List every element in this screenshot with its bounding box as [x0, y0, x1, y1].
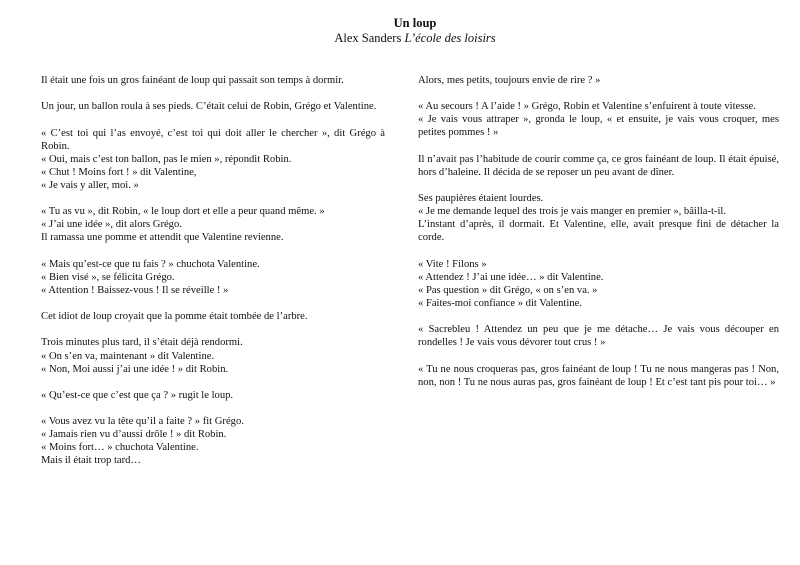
text-line: « Jamais rien vu d’aussi drôle ! » dit Robin.: [41, 429, 227, 441]
paragraph: [41, 74, 385, 87]
paragraph: [418, 258, 779, 310]
text-line: Cet idiot de loup croyait que la pomme était tombée de l’arbre.: [41, 311, 308, 323]
publisher-name: L’école des loisirs: [404, 31, 496, 45]
text-line: Ses paupières étaient lourdes.: [418, 193, 544, 205]
text-line: « Bien visé », se félicita Grégo.: [41, 271, 175, 283]
text-line: « C’est toi qui l’as envoyé, c’est toi qui doit aller le chercher », dit Grégo à Robin.: [41, 127, 385, 152]
text-line: « Vite ! Filons »: [418, 258, 487, 270]
text-line: « Qu’est-ce que c’est que ça ? » rugit le loup.: [41, 389, 234, 401]
text-line: « Tu ne nous croqueras pas, gros fainéant de loup ! Tu ne nous mangeras pas ! Non, non, non ! Tu ne nous auras pas, gros fainéant de loup ! Et c’est tant pis pour toi… »: [418, 363, 779, 388]
paragraph: [41, 205, 385, 244]
text-line: « Au secours ! A l’aide ! » Grégo, Robin et Valentine s’enfuirent à toute vitesse.: [418, 101, 756, 113]
text-line: Alors, mes petits, toujours envie de rire ? »: [418, 75, 601, 86]
text-line: « Faites-moi confiance » dit Valentine.: [418, 297, 582, 309]
text-line: « Attendez ! J’ai une idée… » dit Valentine.: [418, 271, 604, 283]
text-line: « Oui, mais c’est ton ballon, pas le mien », répondit Robin.: [41, 153, 292, 165]
paragraph: [41, 127, 385, 192]
paragraph: [41, 310, 385, 323]
story-byline: [0, 31, 800, 46]
paragraph: [418, 74, 779, 87]
text-line: « Tu as vu », dit Robin, « le loup dort et elle a peur quand même. »: [41, 206, 325, 218]
right-text-column: [418, 74, 779, 402]
text-line: Il n’avait pas l’habitude de courir comme ça, ce gros fainéant de loup. Il était épuisé, hors d’haleine. Il décida de se reposer un peu avant de dîner.: [418, 153, 779, 178]
paragraph: [41, 415, 385, 467]
text-line: Un jour, un ballon roula à ses pieds. C’était celui de Robin, Grégo et Valentine.: [41, 101, 377, 113]
story-title: Un loup: [393, 16, 437, 30]
text-line: « Vous avez vu la tête qu’il a faite ? » fit Grégo.: [41, 416, 244, 428]
document-header: [0, 16, 800, 46]
text-line: Trois minutes plus tard, il s’était déjà rendormi.: [41, 337, 243, 349]
text-line: « Pas question » dit Grégo, « on s’en va. »: [418, 284, 598, 296]
text-line: « Je vais vous attraper », gronda le loup, « et ensuite, je vais vous croquer, mes petites pommes ! »: [418, 114, 779, 139]
text-line: « Moins fort… » chuchota Valentine.: [41, 442, 199, 454]
text-line: « Je me demande lequel des trois je vais manger en premier », bâilla-t-il.: [418, 206, 726, 218]
text-line: « Chut ! Moins fort ! » dit Valentine,: [41, 166, 197, 178]
paragraph: [41, 389, 385, 402]
text-line: « Je vais y aller, moi. »: [41, 179, 139, 191]
paragraph: [418, 192, 779, 244]
text-line: « On s’en va, maintenant » dit Valentine.: [41, 350, 215, 362]
text-line: « J’ai une idée », dit alors Grégo.: [41, 219, 182, 231]
paragraph: [41, 258, 385, 297]
paragraph: [418, 153, 779, 179]
paragraph: [418, 363, 779, 389]
paragraph: [418, 323, 779, 349]
text-line: « Attention ! Baissez-vous ! Il se réveille ! »: [41, 284, 229, 296]
paragraph: [418, 100, 779, 139]
text-line: Il ramassa une pomme et attendit que Valentine revienne.: [41, 232, 284, 244]
text-line: Mais il était trop tard…: [41, 455, 142, 467]
text-line: « Sacrebleu ! Attendez un peu que je me détache… Je vais vous découper en rondelles ! Je vais vous dévorer tout crus ! »: [418, 324, 779, 349]
left-text-column: [41, 74, 385, 481]
text-line: Il était une fois un gros fainéant de loup qui passait son temps à dormir.: [41, 75, 344, 86]
paragraph: [41, 100, 385, 113]
author-name: Alex Sanders: [334, 31, 402, 45]
text-line: « Non, Moi aussi j’ai une idée ! » dit Robin.: [41, 363, 229, 375]
paragraph: [41, 336, 385, 375]
text-line: « Mais qu’est-ce que tu fais ? » chuchota Valentine.: [41, 258, 260, 270]
text-line: L’instant d’après, il dormait. Et Valentine, elle, avait presque fini de détacher la corde.: [418, 219, 779, 244]
